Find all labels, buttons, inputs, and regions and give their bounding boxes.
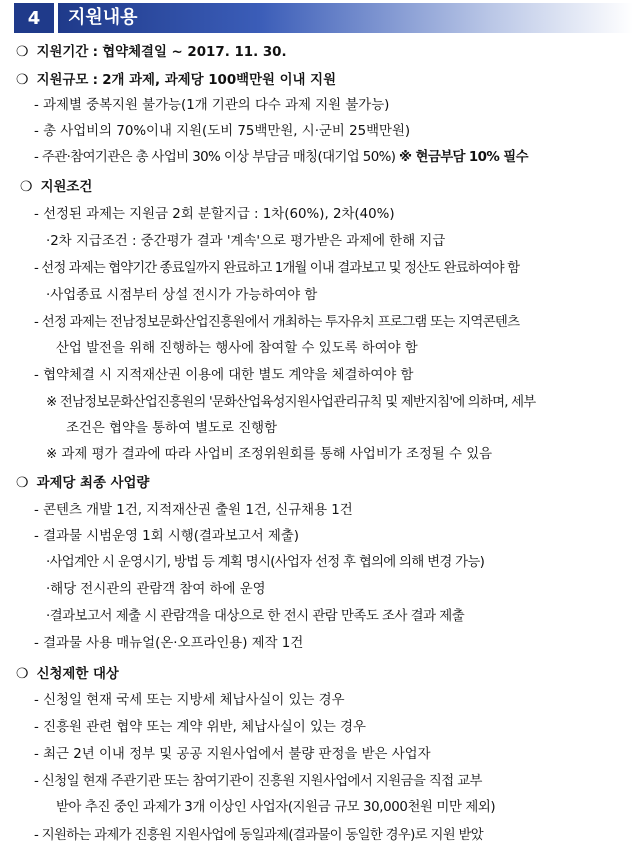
outputs-label: 과제당 최종 사업량 (36, 476, 150, 491)
list-item (46, 553, 484, 573)
restrictions-label: 신청제한 대상 (36, 667, 119, 682)
title-bar (58, 3, 633, 33)
scale-item: 과제별 중복지원 불가능(1개 기관의 다수 과제 지원 불가능) (43, 98, 390, 113)
cash-emphasis: ※ 현금부담 10% 필수 (399, 150, 528, 165)
bullet-icon: ❍ (16, 666, 29, 682)
output-text: 콘텐츠 개발 1건, 지적재산권 출원 1건, 신규채용 1건 (43, 503, 353, 518)
dash: - (34, 529, 39, 544)
list-item (46, 232, 445, 252)
list-item (34, 148, 528, 168)
list-item (34, 96, 389, 116)
section-title: 지원내용 (68, 7, 138, 28)
dash: - (34, 774, 39, 789)
section-header (0, 0, 633, 36)
list-item (34, 826, 483, 846)
list-item (46, 607, 464, 627)
dash: - (34, 207, 39, 222)
dash: - (34, 720, 39, 735)
dash: - (34, 636, 39, 651)
restriction-text: 받아 추진 중인 과제가 3개 이상인 사업자(지원금 규모 30,000천원 미만 제외) (56, 800, 496, 815)
restriction-text: 신청일 현재 국세 또는 지방세 체납사실이 있는 경우 (43, 693, 345, 708)
list-item (34, 772, 482, 792)
dash: - (34, 828, 39, 843)
list-item (34, 259, 519, 279)
restriction-text: 신청일 현재 주관기관 또는 참여기관이 진흥원 지원사업에서 지원금을 직접 교부 (41, 774, 482, 789)
list-item (34, 718, 366, 738)
dash: - (34, 315, 39, 330)
scale-label: 지원규모 (36, 73, 89, 88)
condition-text: 선정 과제는 협약기간 종료일까지 완료하고 1개월 이내 결과보고 및 정산도 완료하여야 함 (41, 261, 520, 276)
dash: - (34, 503, 39, 518)
restriction-text: 지원하는 과제가 진흥원 지원사업에 동일과제(결과물이 동일한 경우)로 지원 받았 (41, 828, 483, 843)
period-label: 지원기간 (36, 45, 89, 60)
condition-text: 선정 과제는 전남정보문화산업진흥원에서 개최하는 투자유치 프로그램 또는 지역콘텐츠 (41, 315, 520, 330)
list-item (46, 580, 266, 600)
condition-text: 2차 지급조건 : 중간평가 결과 '계속'으로 평가받은 과제에 한해 지급 (50, 234, 446, 249)
list-item (34, 205, 395, 225)
list-item-continued (56, 339, 418, 359)
bullet-icon: ❍ (16, 44, 29, 60)
list-item (34, 366, 413, 386)
list-item-continued (56, 798, 495, 818)
section-number: 4 (14, 3, 54, 33)
colon: : (92, 45, 98, 60)
scale-item: 총 사업비의 70%이내 지원(도비 75백만원, 시·군비 25백만원) (43, 124, 411, 139)
list-item (34, 527, 299, 547)
restriction-text: 최근 2년 이내 정부 및 공공 지원사업에서 불량 판정을 받은 사업자 (43, 747, 431, 762)
period-value: 협약체결일 ~ 2017. 11. 30. (102, 45, 287, 60)
scale-row (16, 70, 336, 91)
dot: · (46, 609, 50, 624)
conditions-row (20, 177, 92, 198)
dash: - (34, 368, 39, 383)
bullet-icon: ❍ (16, 72, 29, 88)
dash: - (34, 124, 39, 139)
condition-text: 산업 발전을 위해 진행하는 행사에 참여할 수 있도록 하여야 함 (56, 341, 418, 356)
scale-item: 주관·참여기관은 총 사업비 30% 이상 부담금 매칭(대기업 50%) (41, 150, 396, 165)
output-text: 결과보고서 제출 시 관람객을 대상으로 한 전시 관람 만족도 조사 결과 제출 (49, 609, 465, 624)
dash: - (34, 150, 39, 165)
condition-text: 선정된 과제는 지원금 2회 분할지급 : 1차(60%), 2차(40%) (43, 207, 395, 222)
list-item (34, 501, 353, 521)
restriction-text: 진흥원 관련 협약 또는 계약 위반, 체납사실이 있는 경우 (43, 720, 366, 735)
output-text: 사업계안 시 운영시기, 방법 등 계획 명시(사업자 선정 후 협의에 의해 변경 가능) (49, 555, 485, 570)
conditions-label: 지원조건 (40, 180, 93, 195)
output-text: 결과물 사용 매뉴얼(온·오프라인용) 제작 1건 (43, 636, 304, 651)
condition-text: 사업종료 시점부터 상설 전시가 가능하여야 함 (50, 288, 318, 303)
list-item (46, 286, 317, 306)
note (46, 393, 535, 413)
note-text: ※ 전남정보문화산업진흥원의 '문화산업육성지원사업관리규칙 및 제반지침'에 의하며, 세부 (46, 395, 536, 410)
list-item (34, 745, 431, 765)
outputs-row (16, 473, 149, 494)
list-item (34, 313, 519, 333)
bullet-icon: ❍ (20, 179, 33, 195)
list-item (34, 122, 410, 142)
dash: - (34, 747, 39, 762)
note-continued (66, 419, 277, 439)
dot: · (46, 288, 51, 303)
note-text: 조건은 협약을 통하여 별도로 진행함 (66, 421, 278, 436)
dot: · (46, 555, 50, 570)
dot: · (46, 234, 51, 249)
note-text: ※ 과제 평가 결과에 따라 사업비 조정위원회를 통해 사업비가 조정될 수 있음 (46, 447, 493, 462)
scale-value: 2개 과제, 과제당 100백만원 이내 지원 (102, 73, 337, 88)
bullet-icon: ❍ (16, 475, 29, 491)
condition-text: 협약체결 시 지적재산권 이용에 대한 별도 계약을 체결하여야 함 (43, 368, 414, 383)
dash: - (34, 261, 38, 276)
note (46, 445, 492, 465)
dot: · (46, 582, 51, 597)
dash: - (34, 98, 39, 113)
period-row (16, 42, 287, 63)
list-item (34, 691, 345, 711)
restrictions-row (16, 664, 119, 685)
colon: : (92, 73, 98, 88)
dash: - (34, 693, 39, 708)
output-text: 해당 전시관의 관람객 참여 하에 운영 (50, 582, 266, 597)
output-text: 결과물 시범운영 1회 시행(결과보고서 제출) (43, 529, 300, 544)
list-item (34, 634, 303, 654)
